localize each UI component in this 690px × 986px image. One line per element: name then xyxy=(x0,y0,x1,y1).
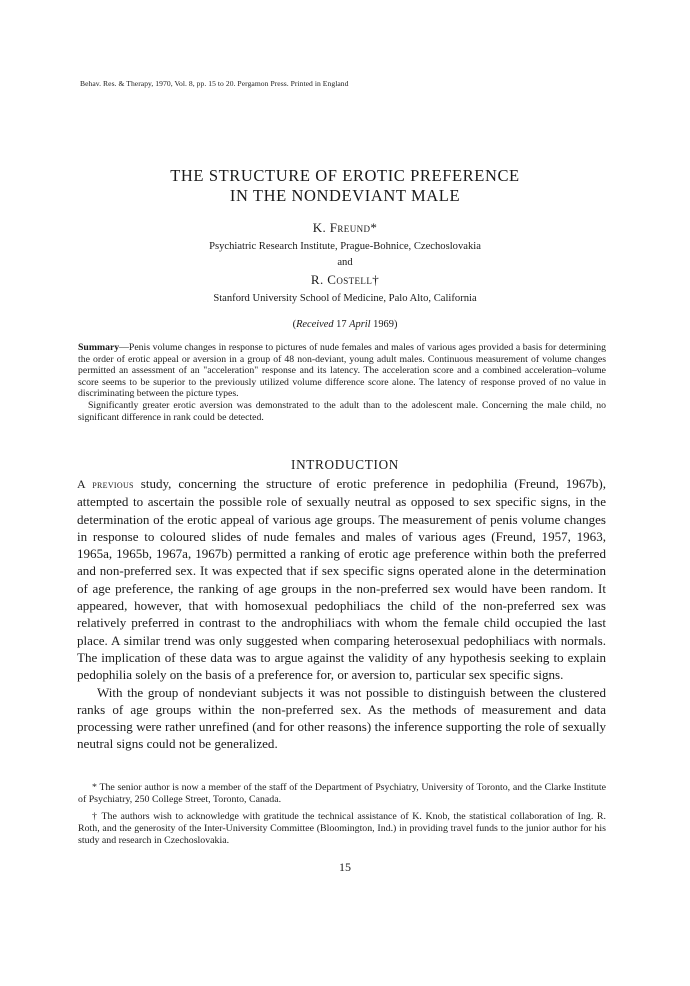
body-text xyxy=(77,475,606,753)
author-2 xyxy=(0,272,690,288)
and-word: and xyxy=(337,257,353,268)
body-paragraph-2: With the group of nondeviant subjects it was not possible to distinguish between the clustered ranks of age groups within the non-preferred sex. As the methods of measurement and data processing were rather unrefined (and for other reasons) the inference supporting the role of sexually neutral signs could not be generalized. xyxy=(77,684,606,752)
summary-paragraph-1 xyxy=(78,342,606,400)
author-2-mark: † xyxy=(372,272,380,287)
summary-paragraph-2: Significantly greater erotic aversion was demonstrated to the adult than to the adolescent male. Concerning the male child, no significant difference in rank could be detected. xyxy=(78,399,606,423)
page-number: 15 xyxy=(339,860,351,874)
received-year: 1969) xyxy=(373,319,398,330)
footnotes xyxy=(78,782,606,851)
received-label: Received xyxy=(296,319,334,330)
body-paragraph-1-text: study, concerning the structure of erotic preference in pedophilia (Freund, 1967b), attempted to ascertain the possible role of sexually neutral as opposed to sex specific signs, in the determination of the erotic appeal of various age groups. The measurement of penis volume changes in response to coloured slides of nude females and males of various ages (Freund, 1957, 1963, 1965a, 1965b, 1967a, 1967b) permitted a ranking of erotic age preference within both the preferred and non-preferred sex. It was expected that if sex specific signs operated alone in the determination of age preference, the ranking of age groups in the non-preferred sex would have been random. It appeared, however, that with homosexual pedophiliacs the child of the non-preferred sex was relatively preferred in contrast to the androphiliacs with whom the female child occupied the last place. A similar trend was only suggested when comparing heterosexual pedophiliacs with normals. The implication of these data was to argue against the validity of any hypothesis seeking to explain pedophilia solely on the basis of a preference for, or aversion to, particular sex specific signs. xyxy=(77,476,607,683)
summary-text-1: —Penis volume changes in response to pictures of nude females and males of various ages provided a basis for determining the order of erotic appeal or aversion in a group of 48 non-deviant, young adult males. Continuous measurement of volume changes permitted an assessment of an "acceleration" response and its latency. The acceleration score and a combined acceleration–volume score seems to be superior to the previously utilized volume difference score alone. The latency of response proved of no value in discriminating between the picture types. xyxy=(78,342,606,400)
body-lead-words: A previous xyxy=(77,477,134,491)
received-month: April xyxy=(349,319,371,330)
title-line-1: THE STRUCTURE OF EROTIC PREFERENCE xyxy=(170,166,520,185)
running-head: Behav. Res. & Therapy, 1970, Vol. 8, pp. 15 to 20. Pergamon Press. Printed in England xyxy=(80,79,349,88)
author-2-affiliation: Stanford University School of Medicine, Palo Alto, California xyxy=(213,293,477,304)
footnote-2: † The authors wish to acknowledge with gratitude the technical assistance of K. Knob, the statistical collaboration of Ing. R. Roth, and the generosity of the Inter-University Committee (Bloomington, Ind.) in providing travel funds to the junior author for his study and research in Czechoslovakia. xyxy=(78,810,606,847)
author-2-name: R. Costell xyxy=(310,272,373,287)
author-1-affiliation: Psychiatric Research Institute, Prague-Bohnice, Czechoslovakia xyxy=(209,241,481,252)
author-1-mark: * xyxy=(370,220,378,235)
received-day: 17 xyxy=(336,319,347,330)
author-1-name: K. Freund xyxy=(312,220,371,235)
summary xyxy=(78,342,606,423)
author-1 xyxy=(0,220,690,236)
footnote-1: * The senior author is now a member of the staff of the Department of Psychiatry, University of Toronto, and the Clarke Institute of Psychiatry, 250 College Street, Toronto, Canada. xyxy=(78,782,606,806)
received-open-paren: ( xyxy=(292,319,297,330)
summary-label: Summary xyxy=(78,342,120,353)
received-date xyxy=(0,319,690,330)
title-line-2: IN THE NONDEVIANT MALE xyxy=(229,186,461,205)
section-heading: INTRODUCTION xyxy=(290,457,400,472)
body-paragraph-1 xyxy=(77,475,606,684)
